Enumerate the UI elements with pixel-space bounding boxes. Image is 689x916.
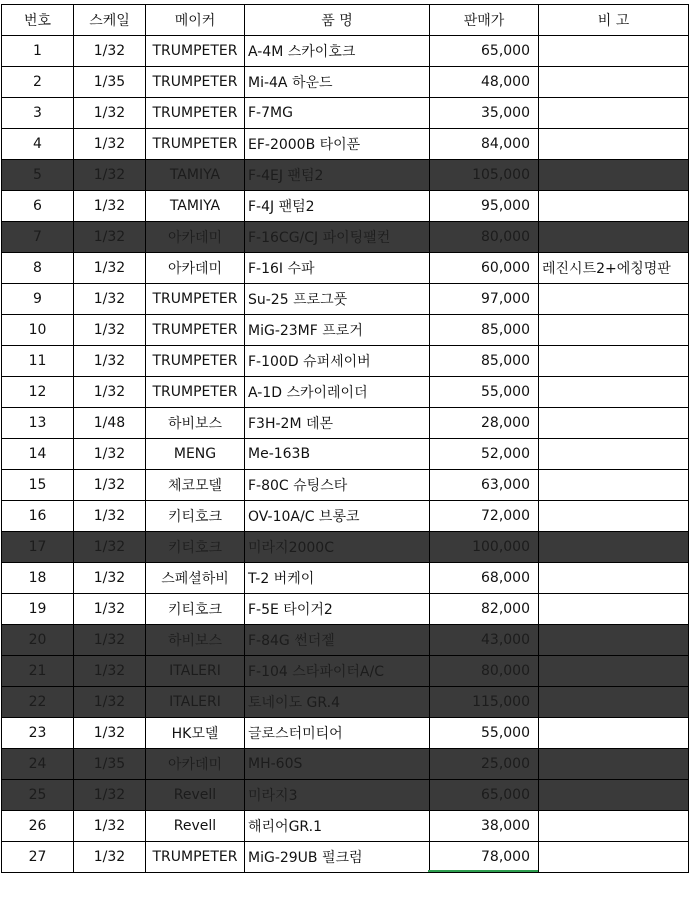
cell-maker[interactable]: Revell	[146, 780, 245, 811]
cell-number[interactable]: 15	[2, 470, 74, 501]
cell-note[interactable]	[539, 222, 689, 253]
cell-maker[interactable]: TRUMPETER	[146, 98, 245, 129]
cell-maker[interactable]: TRUMPETER	[146, 315, 245, 346]
cell-price[interactable]: 28,000	[430, 408, 539, 439]
header-maker: 메이커	[146, 5, 245, 36]
cell-price[interactable]: 85,000	[430, 315, 539, 346]
table-row	[2, 501, 689, 532]
cell-number[interactable]: 12	[2, 377, 74, 408]
cell-product-name[interactable]: F-104 스타파이터A/C	[245, 656, 430, 687]
cell-note[interactable]	[539, 129, 689, 160]
cell-note[interactable]: 레진시트2+에칭명판	[539, 253, 689, 284]
cell-price[interactable]: 80,000	[430, 656, 539, 687]
cell-scale[interactable]: 1/32	[74, 656, 146, 687]
cell-note[interactable]	[539, 191, 689, 222]
cell-number[interactable]: 2	[2, 67, 74, 98]
cell-scale[interactable]: 1/32	[74, 315, 146, 346]
cell-product-name[interactable]: F-16I 수파	[245, 253, 430, 284]
cell-number[interactable]: 20	[2, 625, 74, 656]
cell-number[interactable]: 25	[2, 780, 74, 811]
cell-note[interactable]	[539, 563, 689, 594]
cell-scale[interactable]: 1/32	[74, 284, 146, 315]
table-row	[2, 532, 689, 563]
cell-number[interactable]: 11	[2, 346, 74, 377]
cell-product-name[interactable]: F-7MG	[245, 98, 430, 129]
cell-product-name[interactable]: F-16CG/CJ 파이팅팰컨	[245, 222, 430, 253]
table-row	[2, 98, 689, 129]
cell-maker[interactable]: TRUMPETER	[146, 284, 245, 315]
cell-price[interactable]: 72,000	[430, 501, 539, 532]
table-row	[2, 191, 689, 222]
cell-note[interactable]	[539, 811, 689, 842]
cell-scale[interactable]: 1/32	[74, 98, 146, 129]
cell-scale[interactable]: 1/48	[74, 408, 146, 439]
cell-number[interactable]: 16	[2, 501, 74, 532]
cell-number[interactable]: 10	[2, 315, 74, 346]
cell-maker[interactable]: 아카데미	[146, 222, 245, 253]
cell-note[interactable]	[539, 98, 689, 129]
cell-number[interactable]: 1	[2, 36, 74, 67]
cell-price[interactable]: 78,000	[430, 842, 539, 873]
cell-note[interactable]	[539, 501, 689, 532]
cell-note[interactable]	[539, 160, 689, 191]
header-product-name: 품 명	[245, 5, 430, 36]
cell-price[interactable]: 38,000	[430, 811, 539, 842]
cell-product-name[interactable]: T-2 버케이	[245, 563, 430, 594]
selected-cell-indicator	[428, 870, 538, 872]
cell-product-name[interactable]: OV-10A/C 브롱코	[245, 501, 430, 532]
table-row	[2, 377, 689, 408]
table-row	[2, 439, 689, 470]
cell-product-name[interactable]: A-4M 스카이호크	[245, 36, 430, 67]
table-row	[2, 129, 689, 160]
cell-note[interactable]	[539, 67, 689, 98]
cell-product-name[interactable]: F-100D 슈퍼세이버	[245, 346, 430, 377]
table-row	[2, 470, 689, 501]
cell-maker[interactable]: 하비보스	[146, 408, 245, 439]
cell-product-name[interactable]: 미라지3	[245, 780, 430, 811]
cell-price[interactable]: 55,000	[430, 718, 539, 749]
cell-number[interactable]: 8	[2, 253, 74, 284]
header-number: 번호	[2, 5, 74, 36]
table-row	[2, 594, 689, 625]
header-price: 판매가	[430, 5, 539, 36]
cell-scale[interactable]: 1/32	[74, 377, 146, 408]
cell-number[interactable]: 4	[2, 129, 74, 160]
cell-note[interactable]	[539, 315, 689, 346]
cell-note[interactable]	[539, 470, 689, 501]
cell-product-name[interactable]: F-4EJ 팬텀2	[245, 160, 430, 191]
cell-product-name[interactable]: 해리어GR.1	[245, 811, 430, 842]
cell-note[interactable]	[539, 377, 689, 408]
cell-scale[interactable]: 1/35	[74, 749, 146, 780]
cell-scale[interactable]: 1/32	[74, 191, 146, 222]
cell-note[interactable]	[539, 439, 689, 470]
cell-maker[interactable]: 아카데미	[146, 253, 245, 284]
cell-price[interactable]: 105,000	[430, 160, 539, 191]
cell-price[interactable]: 82,000	[430, 594, 539, 625]
cell-number[interactable]: 19	[2, 594, 74, 625]
cell-number[interactable]: 24	[2, 749, 74, 780]
cell-product-name[interactable]: MiG-23MF 프로거	[245, 315, 430, 346]
cell-number[interactable]: 22	[2, 687, 74, 718]
cell-product-name[interactable]: MiG-29UB 펄크럼	[245, 842, 430, 873]
cell-price[interactable]: 100,000	[430, 532, 539, 563]
cell-maker[interactable]: TRUMPETER	[146, 377, 245, 408]
cell-maker[interactable]: TAMIYA	[146, 191, 245, 222]
cell-maker[interactable]: TRUMPETER	[146, 129, 245, 160]
table-row	[2, 749, 689, 780]
cell-number[interactable]: 14	[2, 439, 74, 470]
cell-scale[interactable]: 1/35	[74, 67, 146, 98]
cell-number[interactable]: 23	[2, 718, 74, 749]
cell-maker[interactable]: MENG	[146, 439, 245, 470]
table-row	[2, 687, 689, 718]
cell-maker[interactable]: HK모델	[146, 718, 245, 749]
table-row	[2, 253, 689, 284]
cell-product-name[interactable]: 미라지2000C	[245, 532, 430, 563]
cell-price[interactable]: 95,000	[430, 191, 539, 222]
cell-maker[interactable]: 키티호크	[146, 594, 245, 625]
cell-note[interactable]	[539, 687, 689, 718]
cell-price[interactable]: 35,000	[430, 98, 539, 129]
cell-scale[interactable]: 1/32	[74, 842, 146, 873]
cell-number[interactable]: 5	[2, 160, 74, 191]
cell-price[interactable]: 97,000	[430, 284, 539, 315]
cell-product-name[interactable]: F3H-2M 데몬	[245, 408, 430, 439]
cell-note[interactable]	[539, 718, 689, 749]
cell-scale[interactable]: 1/32	[74, 625, 146, 656]
cell-scale[interactable]: 1/32	[74, 439, 146, 470]
cell-maker[interactable]: 키티호크	[146, 501, 245, 532]
cell-product-name[interactable]: F-84G 썬더젵	[245, 625, 430, 656]
table-row	[2, 346, 689, 377]
cell-product-name[interactable]: F-80C 슈팅스타	[245, 470, 430, 501]
cell-maker[interactable]: 키티호크	[146, 532, 245, 563]
table-row	[2, 811, 689, 842]
table-row	[2, 222, 689, 253]
cell-scale[interactable]: 1/32	[74, 718, 146, 749]
table-row	[2, 842, 689, 873]
cell-number[interactable]: 21	[2, 656, 74, 687]
cell-scale[interactable]: 1/32	[74, 222, 146, 253]
cell-maker[interactable]: TAMIYA	[146, 160, 245, 191]
cell-price[interactable]: 60,000	[430, 253, 539, 284]
cell-maker[interactable]: TRUMPETER	[146, 346, 245, 377]
cell-price[interactable]: 48,000	[430, 67, 539, 98]
cell-product-name[interactable]: F-4J 팬텀2	[245, 191, 430, 222]
cell-product-name[interactable]: 글로스터미티어	[245, 718, 430, 749]
cell-maker[interactable]: 아카데미	[146, 749, 245, 780]
cell-scale[interactable]: 1/32	[74, 253, 146, 284]
cell-price[interactable]: 84,000	[430, 129, 539, 160]
table-row	[2, 780, 689, 811]
cell-note[interactable]	[539, 408, 689, 439]
cell-number[interactable]: 9	[2, 284, 74, 315]
cell-note[interactable]	[539, 594, 689, 625]
table-row	[2, 718, 689, 749]
cell-scale[interactable]: 1/32	[74, 594, 146, 625]
cell-price[interactable]: 115,000	[430, 687, 539, 718]
cell-maker[interactable]: Revell	[146, 811, 245, 842]
cell-maker[interactable]: 체코모델	[146, 470, 245, 501]
cell-maker[interactable]: TRUMPETER	[146, 67, 245, 98]
cell-price[interactable]: 25,000	[430, 749, 539, 780]
cell-scale[interactable]: 1/32	[74, 563, 146, 594]
cell-product-name[interactable]: EF-2000B 타이푼	[245, 129, 430, 160]
table-row	[2, 625, 689, 656]
cell-scale[interactable]: 1/32	[74, 36, 146, 67]
cell-price[interactable]: 68,000	[430, 563, 539, 594]
table-row	[2, 315, 689, 346]
cell-number[interactable]: 26	[2, 811, 74, 842]
table-row	[2, 284, 689, 315]
cell-note[interactable]	[539, 842, 689, 873]
cell-note[interactable]	[539, 284, 689, 315]
cell-maker[interactable]: TRUMPETER	[146, 842, 245, 873]
cell-product-name[interactable]: Me-163B	[245, 439, 430, 470]
cell-number[interactable]: 27	[2, 842, 74, 873]
table-row	[2, 563, 689, 594]
cell-product-name[interactable]: Mi-4A 하운드	[245, 67, 430, 98]
cell-scale[interactable]: 1/32	[74, 160, 146, 191]
cell-note[interactable]	[539, 346, 689, 377]
cell-note[interactable]	[539, 749, 689, 780]
cell-number[interactable]: 7	[2, 222, 74, 253]
cell-scale[interactable]: 1/32	[74, 501, 146, 532]
cell-product-name[interactable]: A-1D 스카이레이더	[245, 377, 430, 408]
table-row	[2, 67, 689, 98]
cell-product-name[interactable]: F-5E 타이거2	[245, 594, 430, 625]
cell-price[interactable]: 63,000	[430, 470, 539, 501]
cell-product-name[interactable]: Su-25 프로그풋	[245, 284, 430, 315]
price-list-table	[1, 4, 689, 873]
cell-price[interactable]: 65,000	[430, 36, 539, 67]
header-row	[2, 5, 689, 36]
cell-note[interactable]	[539, 532, 689, 563]
cell-maker[interactable]: 스페셜하비	[146, 563, 245, 594]
cell-number[interactable]: 18	[2, 563, 74, 594]
cell-scale[interactable]: 1/32	[74, 532, 146, 563]
table-row	[2, 160, 689, 191]
table-row	[2, 408, 689, 439]
cell-number[interactable]: 3	[2, 98, 74, 129]
cell-price[interactable]: 55,000	[430, 377, 539, 408]
table-row	[2, 36, 689, 67]
cell-price[interactable]: 85,000	[430, 346, 539, 377]
cell-number[interactable]: 6	[2, 191, 74, 222]
cell-price[interactable]: 43,000	[430, 625, 539, 656]
cell-note[interactable]	[539, 625, 689, 656]
cell-note[interactable]	[539, 780, 689, 811]
cell-maker[interactable]: ITALERI	[146, 687, 245, 718]
table-row	[2, 656, 689, 687]
cell-maker[interactable]: 하비보스	[146, 625, 245, 656]
cell-number[interactable]: 17	[2, 532, 74, 563]
cell-product-name[interactable]: 토네이도 GR.4	[245, 687, 430, 718]
cell-maker[interactable]: TRUMPETER	[146, 36, 245, 67]
cell-scale[interactable]: 1/32	[74, 129, 146, 160]
cell-maker[interactable]: ITALERI	[146, 656, 245, 687]
header-scale: 스케일	[74, 5, 146, 36]
header-note: 비 고	[539, 5, 689, 36]
cell-price[interactable]: 65,000	[430, 780, 539, 811]
cell-scale[interactable]: 1/32	[74, 780, 146, 811]
cell-product-name[interactable]: MH-60S	[245, 749, 430, 780]
cell-scale[interactable]: 1/32	[74, 346, 146, 377]
cell-note[interactable]	[539, 656, 689, 687]
cell-price[interactable]: 52,000	[430, 439, 539, 470]
cell-price[interactable]: 80,000	[430, 222, 539, 253]
cell-scale[interactable]: 1/32	[74, 470, 146, 501]
cell-scale[interactable]: 1/32	[74, 687, 146, 718]
cell-scale[interactable]: 1/32	[74, 811, 146, 842]
cell-number[interactable]: 13	[2, 408, 74, 439]
cell-note[interactable]	[539, 36, 689, 67]
